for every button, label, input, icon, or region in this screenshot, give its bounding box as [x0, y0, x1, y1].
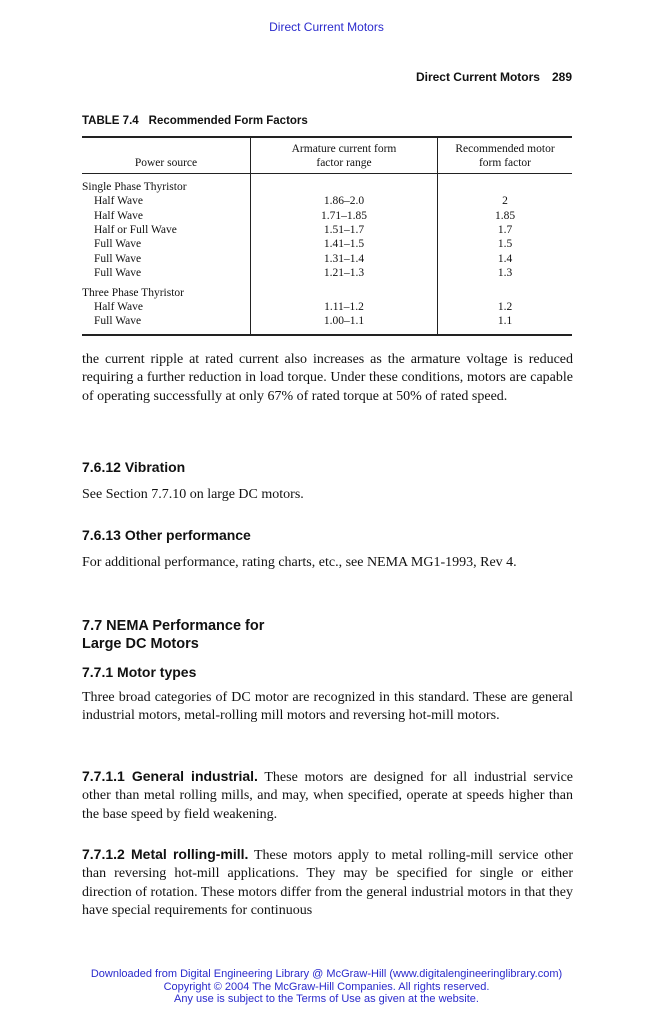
paragraph-vibration: See Section 7.7.10 on large DC motors. [82, 487, 304, 502]
header-armature-range: Armature current form factor range [251, 137, 438, 173]
cell-source: Full Wave [82, 314, 251, 334]
footer-download-link[interactable]: Downloaded from Digital Engineering Library @ McGraw-Hill (www.digitalengineeringlibrary.com) [90, 968, 563, 980]
paragraph-other-performance: For additional performance, rating charts, etc., see NEMA MG1-1993, Rev 4. [82, 555, 517, 570]
runin-metal-rolling-mill: 7.7.1.2 Metal rolling-mill. [82, 846, 249, 862]
paragraph-general-industrial: 7.7.1.1 General industrial. These motors are designed for all industrial service other than metal rolling mills, and may, when specified, operate at speeds higher than the base speed by field weakening. [82, 768, 574, 822]
header-recommended-factor: Recommended motor form factor [438, 137, 573, 173]
cell-factor: 1.1 [438, 314, 573, 334]
cell-source: Half Wave [94, 209, 143, 222]
cell-source: Full Wave [94, 267, 142, 280]
footer-copyright: Copyright © 2004 The McGraw-Hill Companies. All rights reserved. [163, 980, 490, 993]
cell-range: 1.71–1.85 [251, 209, 438, 223]
table-row [82, 300, 572, 314]
cell-range: 1.41–1.5 [251, 237, 438, 251]
table-row [82, 237, 572, 251]
cell-factor: 1.7 [438, 223, 573, 237]
paragraph-ripple: the current ripple at rated current also increases as the armature voltage is reduced requiring a further reduction in load torque. Under these conditions, motors are capable of operating successfully at only 67% of rated torque at 50% of rated speed. [82, 352, 573, 404]
cell-source: Full Wave [94, 252, 142, 265]
table-row [82, 209, 572, 223]
heading-other-performance: 7.6.13 Other performance [82, 527, 251, 543]
cell-range: 1.11–1.2 [251, 300, 438, 314]
cell-factor: 1.3 [438, 266, 573, 280]
cell-source: Half or Full Wave [94, 224, 177, 237]
cell-range: 1.21–1.3 [251, 266, 438, 280]
cell-source: Half Wave [94, 195, 143, 208]
paragraph-metal-rolling-mill: 7.7.1.2 Metal rolling-mill. These motors apply to metal rolling-mill service other than reversing hot-mill applications. They may be specified for single or either direction of rotation. These motors differ from the general industrial motors in that they have special requirements for continuous [82, 846, 573, 918]
table-header-row [82, 137, 572, 173]
cell-factor: 1.5 [438, 237, 573, 251]
footer-notice [0, 968, 653, 1006]
table-group-row [82, 173, 572, 194]
cell-range: 1.51–1.7 [251, 223, 438, 237]
runin-general-industrial: 7.7.1.1 General industrial. [82, 768, 258, 784]
page-number: 289 [551, 70, 572, 84]
heading-motor-types: 7.7.1 Motor types [82, 664, 197, 680]
cell-factor: 1.2 [438, 300, 573, 314]
form-factor-table [82, 136, 572, 336]
header-power-source: Power source [82, 137, 251, 173]
cell-range: 1.00–1.1 [251, 314, 438, 334]
group-label: Three Phase Thyristor [82, 286, 184, 299]
heading-nema-performance: 7.7 NEMA Performance for Large DC Motors [82, 618, 265, 652]
paragraph-motor-types: Three broad categories of DC motor are recognized in this standard. These are general industrial motors, metal-rolling mill motors and reversing hot-mill motors. [82, 690, 573, 724]
table-title: Recommended Form Factors [148, 115, 308, 127]
heading-vibration: 7.6.12 Vibration [82, 459, 186, 475]
top-title-link[interactable]: Direct Current Motors [269, 20, 384, 34]
cell-source: Full Wave [94, 238, 142, 251]
table-number: TABLE 7.4 [82, 115, 139, 127]
table-row [82, 266, 572, 280]
running-head [416, 70, 572, 84]
cell-range: 1.86–2.0 [251, 194, 438, 208]
table-caption [82, 115, 308, 127]
table-group-row [82, 281, 572, 300]
table-row [82, 223, 572, 237]
footer-terms: Any use is subject to the Terms of Use as given at the website. [174, 993, 479, 1005]
table-row [82, 252, 572, 266]
cell-factor: 2 [438, 194, 573, 208]
table-row [82, 314, 572, 334]
running-head-title: Direct Current Motors [415, 70, 540, 84]
group-label: Single Phase Thyristor [82, 180, 187, 193]
cell-source: Half Wave [94, 301, 143, 314]
cell-factor: 1.4 [438, 252, 573, 266]
table-row [82, 194, 572, 208]
cell-factor: 1.85 [438, 209, 573, 223]
cell-range: 1.31–1.4 [251, 252, 438, 266]
